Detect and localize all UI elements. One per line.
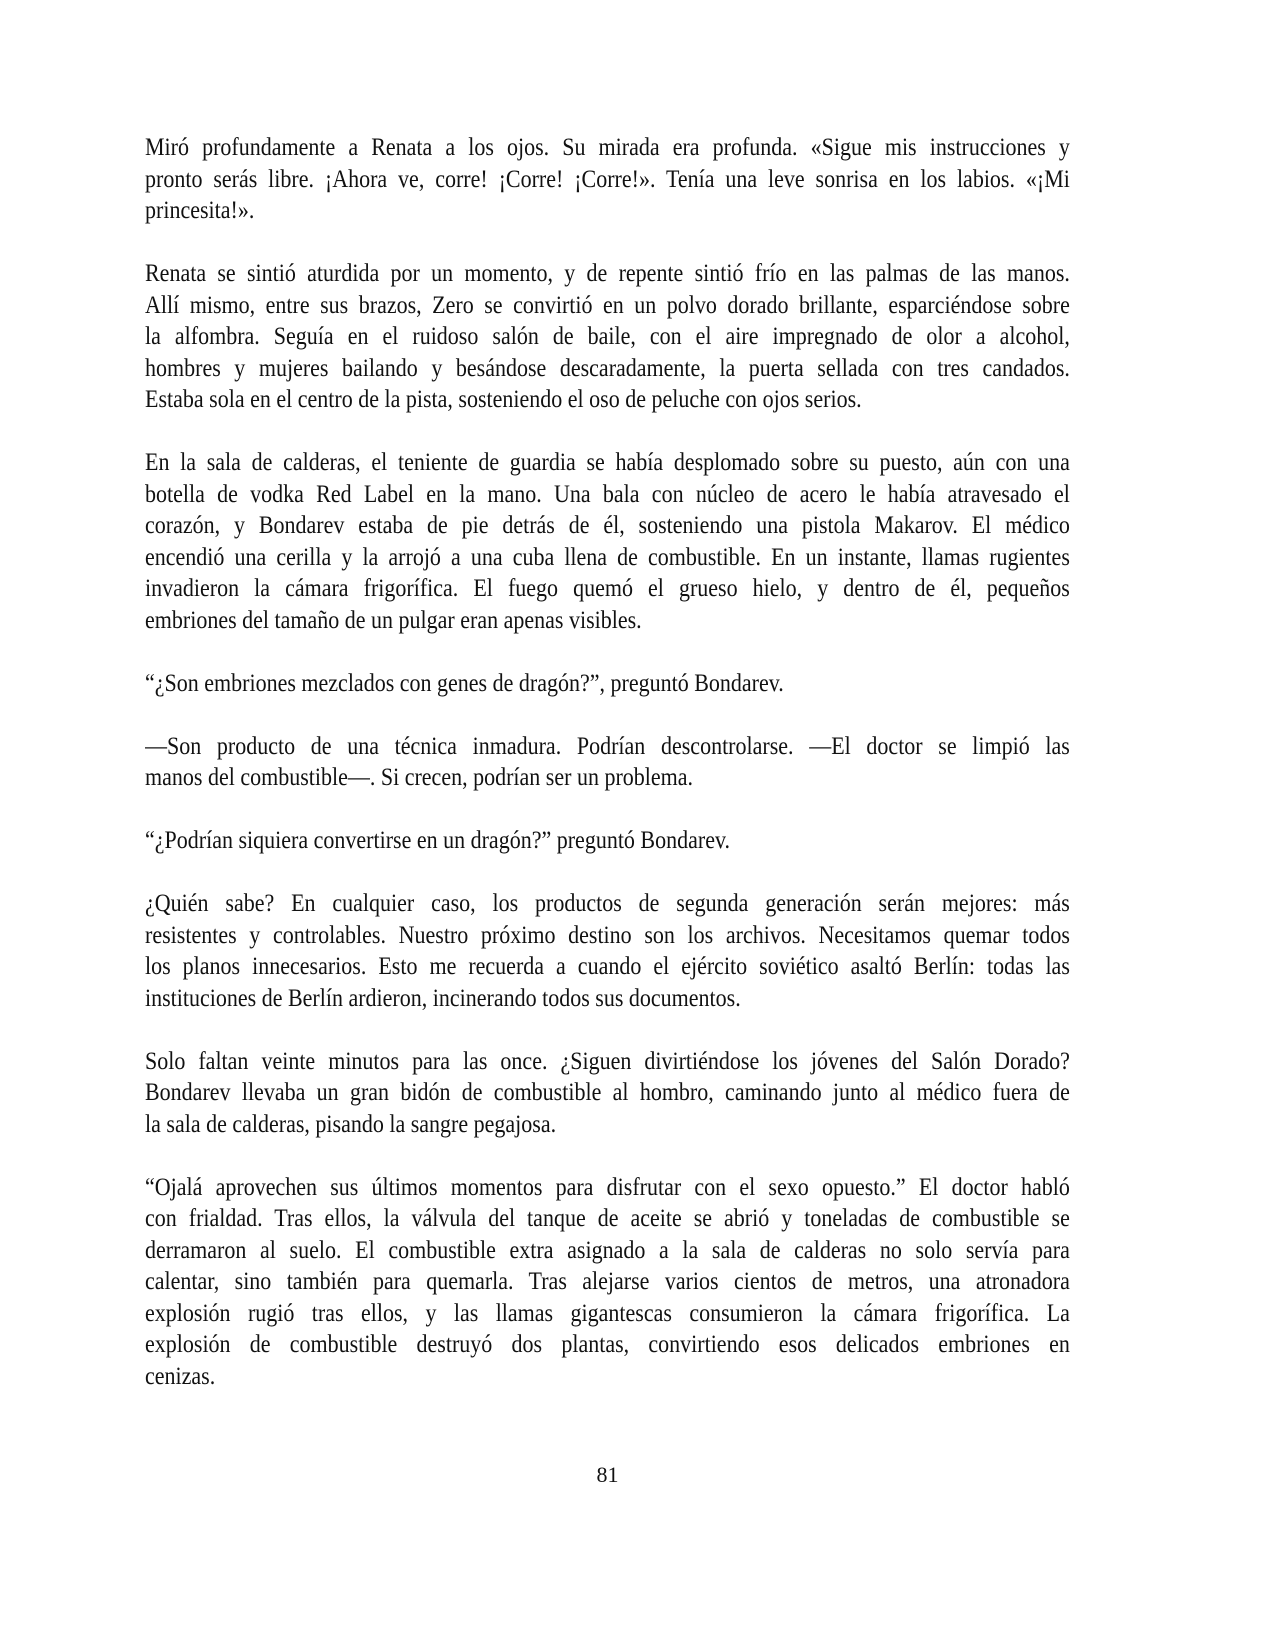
text-line: derramaron al suelo. El combustible extra asignado a la sala de calderas no solo servía para [145, 1236, 1070, 1264]
paragraph [145, 447, 1070, 636]
text-line: resistentes y controlables. Nuestro próximo destino son los archivos. Necesitamos quemar todos [145, 921, 1070, 949]
text-line: los planos innecesarios. Esto me recuerda a cuando el ejército soviético asaltó Berlín: todas las [145, 953, 1070, 980]
text-line: la sala de calderas, pisando la sangre pegajosa. [145, 1110, 557, 1138]
paragraph [145, 888, 1070, 1014]
text-line: “¿Podrían siquiera convertirse en un dragón?” preguntó Bondarev. [145, 827, 731, 854]
text-line: manos del combustible—. Si crecen, podrían ser un problema. [145, 764, 694, 791]
paragraph [145, 668, 1070, 700]
text-line: —Son producto de una técnica inmadura. Podrían descontrolarse. —El doctor se limpió las [145, 732, 1070, 760]
text-line: Allí mismo, entre sus brazos, Zero se convirtió en un polvo dorado brillante, esparciéndose sobre [145, 291, 1070, 319]
paragraph [145, 132, 1070, 227]
paragraph [145, 731, 1070, 794]
text-line: invadieron la cámara frigorífica. El fuego quemó el grueso hielo, y dentro de él, pequeños [145, 575, 1070, 602]
text-line: princesita!». [145, 197, 255, 224]
text-line: Solo faltan veinte minutos para las once. ¿Siguen divirtiéndose los jóvenes del Salón Dorado? [145, 1047, 1070, 1075]
text-line: explosión rugió tras ellos, y las llamas gigantescas consumieron la cámara frigorífica. La [145, 1299, 1070, 1327]
text-line: hombres y mujeres bailando y besándose descaradamente, la puerta sellada con tres candados. [145, 354, 1070, 382]
text-line: la alfombra. Seguía en el ruidoso salón de baile, con el aire impregnado de olor a alcohol, [145, 323, 1070, 350]
text-line: calentar, sino también para quemarla. Tras alejarse varios cientos de metros, una atronadora [145, 1268, 1070, 1295]
text-line: corazón, y Bondarev estaba de pie detrás de él, sosteniendo una pistola Makarov. El médico [145, 512, 1070, 539]
text-line: cenizas. [145, 1362, 216, 1390]
paragraph [145, 825, 1070, 857]
text-line: Renata se sintió aturdida por un momento, y de repente sintió frío en las palmas de las manos. [145, 260, 1070, 287]
page-body [145, 132, 1070, 1424]
text-line: En la sala de calderas, el teniente de guardia se había desplomado sobre su puesto, aún con una [145, 449, 1070, 476]
text-line: Miró profundamente a Renata a los ojos. Su mirada era profunda. «Sigue mis instrucciones y [145, 134, 1070, 161]
paragraph [145, 1046, 1070, 1141]
text-line: encendió una cerilla y la arrojó a una cuba llena de combustible. En un instante, llamas rugientes [145, 543, 1070, 571]
page-number: 81 [596, 1462, 619, 1487]
paragraph [145, 258, 1070, 416]
text-line: botella de vodka Red Label en la mano. Una bala con núcleo de acero le había atravesado el [145, 480, 1070, 508]
text-line: ¿Quién sabe? En cualquier caso, los productos de segunda generación serán mejores: más [145, 890, 1070, 917]
text-line: “¿Son embriones mezclados con genes de dragón?”, preguntó Bondarev. [145, 669, 784, 697]
text-line: pronto serás libre. ¡Ahora ve, corre! ¡Corre! ¡Corre!». Tenía una leve sonrisa en los labios. «¡Mi [145, 165, 1070, 193]
text-line: Estaba sola en el centro de la pista, sosteniendo el oso de peluche con ojos serios. [145, 386, 862, 413]
text-line: “Ojalá aprovechen sus últimos momentos para disfrutar con el sexo opuesto.” El doctor habló [145, 1173, 1070, 1201]
text-line: instituciones de Berlín ardieron, incinerando todos sus documentos. [145, 984, 741, 1012]
text-line: Bondarev llevaba un gran bidón de combustible al hombro, caminando junto al médico fuera de [145, 1079, 1070, 1106]
text-line: explosión de combustible destruyó dos plantas, convirtiendo esos delicados embriones en [145, 1331, 1070, 1358]
paragraph [145, 1172, 1070, 1393]
text-line: embriones del tamaño de un pulgar eran apenas visibles. [145, 606, 642, 634]
text-line: con frialdad. Tras ellos, la válvula del tanque de aceite se abrió y toneladas de combustible se [145, 1205, 1070, 1232]
